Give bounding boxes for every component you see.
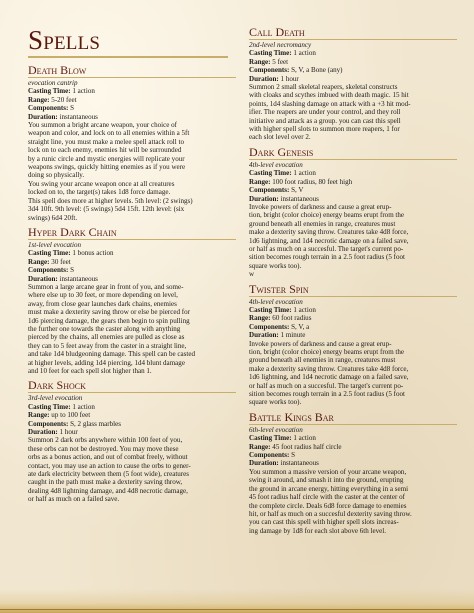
components-value: S, V: [291, 186, 304, 195]
spell-description: Summon 2 small skeletal reapers, skeletal constructs with cloaks and scythes imbued with death magic. 15 hit points, 1d4 slashing damage on attack with a +3 hit mod- ifier. The reapers are under your control, and they roll initiative and attack as a group. you can cast this spell with higher spell slots to summon more reapers, 1 for each slot level over 2.: [249, 83, 411, 142]
casting-time-stat: [249, 169, 461, 177]
right-column: [249, 26, 461, 539]
components-value: S, 2 glass marbles: [70, 419, 121, 428]
components-stat: [249, 451, 461, 459]
spell-battle-kings-bar: [249, 411, 461, 535]
range-value: up to 100 feet: [51, 411, 91, 420]
title-divider: [28, 56, 228, 58]
range-stat: [249, 314, 461, 322]
spell-name: Dark Genesis: [249, 144, 314, 159]
range-value: 100 foot radius, 80 feet high: [272, 177, 353, 186]
spell-name: Dark Shock: [28, 378, 86, 393]
range-stat: [28, 96, 240, 104]
range-label: Range:: [28, 257, 50, 266]
components-label: Components:: [249, 451, 290, 460]
spell-description: Summon a large arcane gear in front of you, and some- where else up to 30 feet, or more depending on level, away, from close gear launches dark chains, enemies must make a dexterity saving throw or else be pierced for 1d6 piercing damage, the gears then begin to spin pulling the further one towards the caster along with anything pierced by the chains, all enemies are pulled as close as they can to 5 feet away from the caster in a straight line, and take 1d4 bludgeoning damage. This spell can be casted at higher levels, adding 1d4 piercing, 1d4 blunt damage and 10 feet for each spell slot higher than 1.: [28, 282, 195, 375]
range-value: 30 feet: [51, 257, 71, 266]
range-label: Range:: [28, 95, 50, 104]
casting-time-label: Casting Time:: [249, 49, 292, 58]
page-footer-rule: [0, 609, 474, 610]
duration-stat: [28, 428, 240, 436]
page-number: [444, 593, 460, 607]
duration-label: Duration:: [249, 331, 279, 340]
range-label: Range:: [249, 442, 271, 451]
range-label: Range:: [28, 411, 50, 420]
components-value: S: [70, 266, 75, 275]
range-label: Range:: [249, 314, 271, 323]
spell-divider: [249, 296, 457, 297]
duration-label: Duration:: [249, 459, 279, 468]
spell-description: Invoke powers of darkness and cause a great erup- tion, bright (color choice) energy beams erupt from the ground beneath all enemies in range, creatures must make a dexterity saving throw. Creatures take 4d8 force, 1d6 lightning, and 1d4 necrotic damage on a failed save, or half as much on a succesful. The target's current po- sition becomes rough terrain in a 2.5 foot radius (5 foot square works too).: [249, 339, 409, 407]
range-stat: [249, 443, 461, 451]
casting-time-stat: [28, 403, 240, 411]
casting-time-value: 1 action: [293, 49, 316, 58]
spell-death-blow: [28, 64, 240, 222]
casting-time-label: Casting Time:: [249, 169, 292, 178]
casting-time-label: Casting Time:: [249, 305, 292, 314]
spell-name: Death Blow: [28, 63, 87, 77]
casting-time-stat: [249, 49, 461, 57]
spell-name: Call Death: [249, 25, 305, 39]
casting-time-value: 1 action: [293, 169, 316, 178]
spell-dark-shock: [28, 379, 240, 503]
casting-time-label: Casting Time:: [249, 434, 292, 443]
casting-time-stat: [28, 249, 240, 257]
spell-divider: [28, 392, 236, 393]
duration-value: 1 hour: [280, 74, 299, 83]
spell-divider: [249, 39, 457, 40]
duration-value: 1 hour: [59, 428, 78, 437]
components-stat: [249, 66, 461, 74]
range-value: 5-20 feet: [51, 95, 77, 104]
duration-value: 1 minute: [280, 331, 306, 340]
components-label: Components:: [28, 419, 69, 428]
duration-stat: [249, 195, 461, 203]
spell-name: Hyper Dark Chain: [28, 224, 117, 239]
duration-value: instantaneous: [280, 194, 319, 203]
range-label: Range:: [249, 57, 271, 66]
components-value: S, V, a: [291, 322, 310, 331]
range-value: 45 foot radius half circle: [272, 442, 342, 451]
spell-divider: [249, 159, 457, 160]
casting-time-value: 1 bonus action: [72, 249, 114, 258]
page-title: Spells: [28, 25, 101, 55]
duration-stat: [249, 459, 461, 467]
duration-label: Duration:: [28, 112, 58, 121]
range-value: 5 feet: [272, 57, 289, 66]
spell-call-death: [249, 26, 461, 142]
duration-label: Duration:: [28, 428, 58, 437]
duration-label: Duration:: [249, 194, 279, 203]
range-stat: [28, 411, 240, 419]
spell-description: Summon 2 dark orbs anywhere within 100 feet of you, these orbs can not be destroyed. You may move these orbs as a bonus action, and out of combat freely, without contact, you may use an action to cause the orbs to gener- ate dark electricity between them (5 foot wide), creatures caught in the path must make a dexterity saving throw, dealing 4d8 lightning damage, and 4d8 necrotic damage, or half as much on a failed save.: [28, 436, 191, 504]
casting-time-value: 1 action: [72, 87, 95, 96]
components-stat: [28, 104, 240, 112]
spell-name: Twister Spin: [249, 281, 309, 296]
components-label: Components:: [28, 266, 69, 275]
casting-time-value: 1 action: [72, 402, 95, 411]
spell-dark-genesis: [249, 146, 461, 279]
duration-label: Duration:: [28, 274, 58, 283]
duration-value: instantaneous: [59, 274, 98, 283]
casting-time-value: 1 action: [293, 305, 316, 314]
duration-stat: [28, 113, 240, 121]
casting-time-stat: [249, 434, 461, 442]
range-value: 60 foot radius: [272, 314, 312, 323]
spell-hyper-dark-chain: [28, 226, 240, 376]
duration-value: instantaneous: [280, 459, 319, 468]
casting-time-stat: [249, 306, 461, 314]
components-stat: [28, 420, 240, 428]
casting-time-value: 1 action: [293, 434, 316, 443]
casting-time-label: Casting Time:: [28, 87, 71, 96]
components-label: Components:: [28, 104, 69, 113]
duration-value: instantaneous: [59, 112, 98, 121]
spell-level: 3rd-level evocation: [28, 394, 83, 403]
components-stat: [28, 266, 240, 274]
range-stat: [249, 58, 461, 66]
components-stat: [249, 186, 461, 194]
duration-stat: [28, 275, 240, 283]
spell-level: 6th-level evocation: [249, 425, 303, 434]
spell-description: You summon a massive version of your arcane weapon, swing it around, and smash it into the ground, erupting the ground in arcane energy, hitting everything in a semi 45 foot radius half circle with the caster at the center of the complete circle. Deals 6d8 force damage to enemies hit, or half as much on a succesful dexterity saving throw. you can cast this spell with higher spell slots increas- ing damage by 1d8 for each slot above 6th level.: [249, 467, 412, 535]
range-stat: [28, 258, 240, 266]
spell-description: Invoke powers of darkness and cause a great erup- tion, bright (color choice) energy beams erupt from the ground beneath all enemies in range, creatures must make a dexterity saving throw. Creatures take 4d8 force, 1d6 lightning, and 1d4 necrotic damage on a failed save, or half as much on a succesful. The target's current po- sition becomes rough terrain in a 2.5 foot radius (5 foot square works too). w: [249, 202, 409, 279]
spell-description: You summon a bright arcane weapon, your choice of weapon and color, and lock on to all enemies within a 5ft straight line, you must make a melee spell attack roll to lock on to each enemy, enemies hit will be surrounded by a runic circle and mystic energies will replicate your weapons swings, quickly hitting enemies as if you were doing so physically. You swing your arcane weapon once at all creatures locked on to, the target(s) takes 1d8 force damage. This spell does more at higher levels. 5th level: (2 swings) 3d4 10ft. 9th level: (5 swings) 5d4 15ft. 12th level: (six swings) 6d4 20ft.: [28, 121, 193, 222]
spell-level: evocation cantrip: [28, 79, 78, 87]
casting-time-stat: [28, 87, 240, 95]
components-label: Components:: [249, 66, 290, 75]
spell-level: 4th-level evocation: [249, 297, 303, 306]
components-value: S, V, a Bone (any): [291, 66, 343, 75]
duration-stat: [249, 331, 461, 339]
components-label: Components:: [249, 186, 290, 195]
range-label: Range:: [249, 177, 271, 186]
range-stat: [249, 178, 461, 186]
spell-level: 1st-level evocation: [28, 240, 82, 249]
duration-stat: [249, 75, 461, 83]
components-stat: [249, 323, 461, 331]
components-value: S: [291, 451, 296, 460]
components-value: S: [70, 104, 75, 113]
left-column: [28, 26, 240, 508]
duration-label: Duration:: [249, 74, 279, 83]
spell-name: Battle Kings Bar: [249, 409, 334, 424]
spell-level: 2nd-level necromancy: [249, 41, 312, 49]
spell-divider: [249, 424, 457, 425]
spell-twister-spin: [249, 283, 461, 407]
spell-divider: [28, 239, 236, 240]
spell-level: 4th-level evocation: [249, 160, 303, 169]
casting-time-label: Casting Time:: [28, 402, 71, 411]
components-label: Components:: [249, 322, 290, 331]
casting-time-label: Casting Time:: [28, 249, 71, 258]
spell-divider: [28, 77, 236, 78]
